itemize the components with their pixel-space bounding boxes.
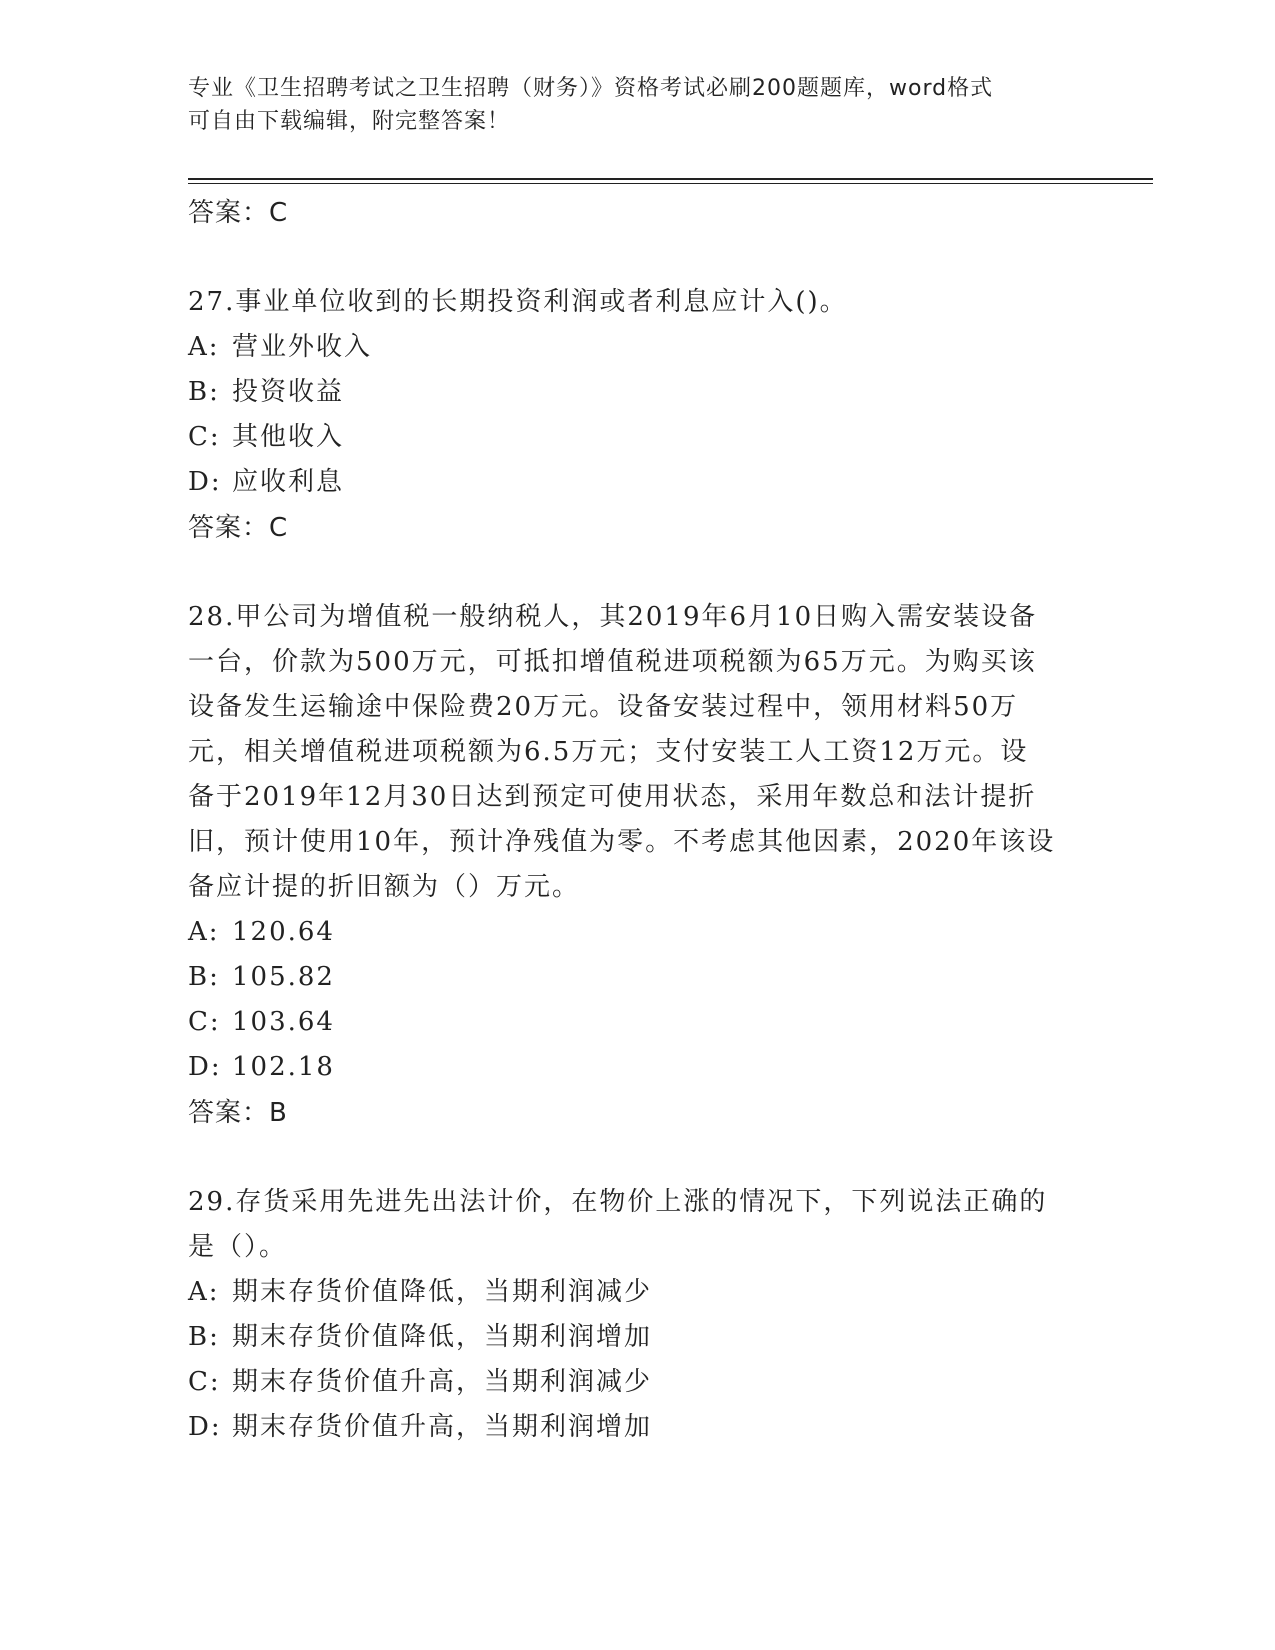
option-b xyxy=(188,370,1088,415)
option-letter: C: xyxy=(188,1007,221,1037)
option-letter: A: xyxy=(188,332,220,362)
option-a xyxy=(188,325,1088,370)
question-stem xyxy=(188,280,1088,325)
question-stem xyxy=(188,1180,1088,1270)
option-text: 103.64 xyxy=(232,1007,335,1037)
option-text: 期末存货价值降低，当期利润减少 xyxy=(232,1277,653,1307)
stem-line: 29.存货采用先进先出法计价，在物价上涨的情况下，下列说法正确的 xyxy=(188,1187,1048,1217)
stem-line: 27.事业单位收到的长期投资利润或者利息应计入()。 xyxy=(188,287,848,317)
stem-line: 是（）。 xyxy=(188,1232,288,1262)
header-line-2: 可自由下载编辑，附完整答案！ xyxy=(188,109,511,134)
header-rule-thin xyxy=(188,183,1153,184)
document-header xyxy=(188,72,1088,138)
stem-line: 一台，价款为500万元，可抵扣增值税进项税额为65万元。为购买该 xyxy=(188,647,1037,677)
stem-line: 备应计提的折旧额为（）万元。 xyxy=(188,872,581,902)
option-a xyxy=(188,910,1088,955)
option-d xyxy=(188,460,1088,505)
option-c xyxy=(188,1000,1088,1045)
previous-answer: 答案：C xyxy=(188,198,289,228)
stem-line: 备于2019年12月30日达到预定可使用状态，采用年数总和法计提折 xyxy=(188,782,1037,812)
option-b xyxy=(188,1315,1088,1360)
document-content xyxy=(188,190,1088,1450)
stem-line: 旧，预计使用10年，预计净残值为零。不考虑其他因素，2020年该设 xyxy=(188,827,1056,857)
option-text: 营业外收入 xyxy=(232,332,373,362)
question-29 xyxy=(188,1180,1088,1450)
option-letter: A: xyxy=(188,917,220,947)
option-d xyxy=(188,1045,1088,1090)
answer: 答案：B xyxy=(188,1098,288,1128)
answer: 答案：C xyxy=(188,513,289,543)
option-c xyxy=(188,1360,1088,1405)
option-text: 120.64 xyxy=(232,917,335,947)
option-text: 其他收入 xyxy=(232,422,345,452)
option-text: 期末存货价值升高，当期利润增加 xyxy=(232,1412,653,1442)
option-letter: D: xyxy=(188,1412,222,1442)
question-27 xyxy=(188,280,1088,551)
header-rule-thick xyxy=(188,178,1153,180)
spacer xyxy=(188,1136,1088,1180)
option-letter: B: xyxy=(188,962,220,992)
option-letter: B: xyxy=(188,1322,220,1352)
option-c xyxy=(188,415,1088,460)
header-line-1: 专业《卫生招聘考试之卫生招聘（财务）》资格考试必刷200题题库，word格式 xyxy=(188,76,994,101)
option-a xyxy=(188,1270,1088,1315)
option-letter: D: xyxy=(188,467,222,497)
option-text: 应收利息 xyxy=(232,467,345,497)
option-letter: C: xyxy=(188,1367,221,1397)
option-text: 投资收益 xyxy=(232,377,345,407)
question-28 xyxy=(188,595,1088,1136)
option-letter: B: xyxy=(188,377,220,407)
question-stem xyxy=(188,595,1088,910)
option-letter: A: xyxy=(188,1277,220,1307)
option-d xyxy=(188,1405,1088,1450)
option-b xyxy=(188,955,1088,1000)
option-text: 期末存货价值降低，当期利润增加 xyxy=(232,1322,653,1352)
stem-line: 28.甲公司为增值税一般纳税人，其2019年6月10日购入需安装设备 xyxy=(188,602,1038,632)
stem-line: 元，相关增值税进项税额为6.5万元；支付安装工人工资12万元。设 xyxy=(188,737,1029,767)
option-text: 105.82 xyxy=(232,962,335,992)
option-text: 102.18 xyxy=(232,1052,335,1082)
spacer xyxy=(188,551,1088,595)
spacer xyxy=(188,236,1088,280)
stem-line: 设备发生运输途中保险费20万元。设备安装过程中，领用材料50万 xyxy=(188,692,1019,722)
option-text: 期末存货价值升高，当期利润减少 xyxy=(232,1367,653,1397)
option-letter: D: xyxy=(188,1052,222,1082)
option-letter: C: xyxy=(188,422,221,452)
